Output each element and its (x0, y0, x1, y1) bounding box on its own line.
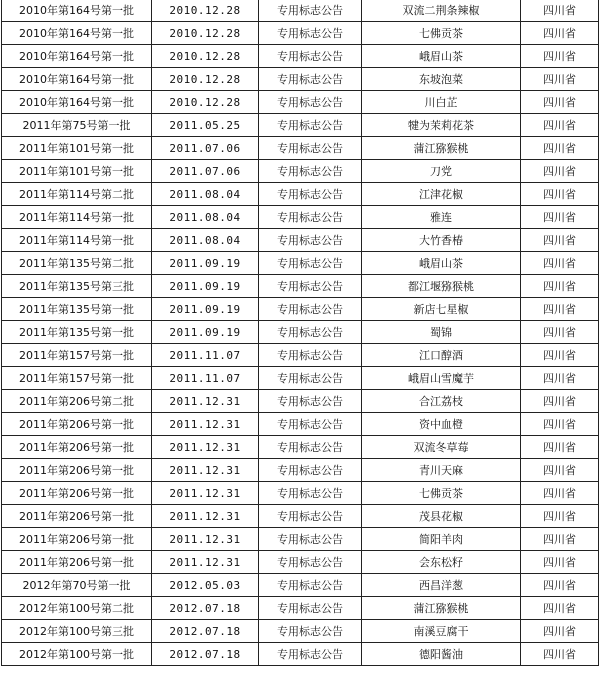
announcement-type-cell: 专用标志公告 (259, 367, 362, 390)
date-cell: 2011.12.31 (152, 390, 259, 413)
batch-cell: 2010年第164号第一批 (2, 45, 152, 68)
product-name-cell: 七佛贡茶 (362, 482, 521, 505)
date-cell: 2011.07.06 (152, 160, 259, 183)
product-name-cell: 峨眉山茶 (362, 252, 521, 275)
batch-cell: 2011年第114号第二批 (2, 183, 152, 206)
announcement-type-cell: 专用标志公告 (259, 436, 362, 459)
date-cell: 2011.12.31 (152, 413, 259, 436)
province-cell: 四川省 (521, 206, 599, 229)
product-name-cell: 大竹香椿 (362, 229, 521, 252)
table-row (2, 298, 599, 321)
province-cell: 四川省 (521, 482, 599, 505)
province-cell: 四川省 (521, 321, 599, 344)
announcement-type-cell: 专用标志公告 (259, 459, 362, 482)
table-row (2, 551, 599, 574)
batch-cell: 2011年第101号第一批 (2, 160, 152, 183)
table-row (2, 413, 599, 436)
province-cell: 四川省 (521, 275, 599, 298)
announcement-type-cell: 专用标志公告 (259, 275, 362, 298)
table-row (2, 367, 599, 390)
date-cell: 2011.11.07 (152, 344, 259, 367)
batch-cell: 2010年第164号第一批 (2, 68, 152, 91)
product-name-cell: 合江荔枝 (362, 390, 521, 413)
announcement-type-cell: 专用标志公告 (259, 505, 362, 528)
batch-cell: 2012年第100号第二批 (2, 597, 152, 620)
province-cell: 四川省 (521, 390, 599, 413)
province-cell: 四川省 (521, 643, 599, 666)
date-cell: 2010.12.28 (152, 68, 259, 91)
date-cell: 2012.07.18 (152, 597, 259, 620)
batch-cell: 2011年第75号第一批 (2, 114, 152, 137)
date-cell: 2011.12.31 (152, 482, 259, 505)
table-row (2, 275, 599, 298)
table-row (2, 68, 599, 91)
product-name-cell: 南溪豆腐干 (362, 620, 521, 643)
date-cell: 2011.12.31 (152, 528, 259, 551)
date-cell: 2011.05.25 (152, 114, 259, 137)
date-cell: 2011.09.19 (152, 252, 259, 275)
date-cell: 2011.08.04 (152, 229, 259, 252)
province-cell: 四川省 (521, 229, 599, 252)
province-cell: 四川省 (521, 183, 599, 206)
product-name-cell: 会东松籽 (362, 551, 521, 574)
batch-cell: 2010年第164号第一批 (2, 91, 152, 114)
batch-cell: 2011年第206号第一批 (2, 459, 152, 482)
province-cell: 四川省 (521, 344, 599, 367)
table-row (2, 643, 599, 666)
province-cell: 四川省 (521, 413, 599, 436)
announcement-type-cell: 专用标志公告 (259, 206, 362, 229)
batch-cell: 2011年第206号第二批 (2, 390, 152, 413)
product-name-cell: 七佛贡茶 (362, 22, 521, 45)
batch-cell: 2011年第206号第一批 (2, 528, 152, 551)
province-cell: 四川省 (521, 505, 599, 528)
batch-cell: 2011年第206号第一批 (2, 413, 152, 436)
province-cell: 四川省 (521, 436, 599, 459)
province-cell: 四川省 (521, 114, 599, 137)
table-row (2, 160, 599, 183)
product-name-cell: 犍为茉莉花茶 (362, 114, 521, 137)
product-name-cell: 刀党 (362, 160, 521, 183)
province-cell: 四川省 (521, 45, 599, 68)
province-cell: 四川省 (521, 0, 599, 22)
table-row (2, 206, 599, 229)
date-cell: 2011.12.31 (152, 459, 259, 482)
batch-cell: 2011年第157号第一批 (2, 344, 152, 367)
table-body (2, 0, 599, 666)
table-row (2, 390, 599, 413)
table-row (2, 45, 599, 68)
province-cell: 四川省 (521, 68, 599, 91)
province-cell: 四川省 (521, 252, 599, 275)
announcement-type-cell: 专用标志公告 (259, 160, 362, 183)
product-name-cell: 青川天麻 (362, 459, 521, 482)
province-cell: 四川省 (521, 620, 599, 643)
table-row (2, 114, 599, 137)
product-name-cell: 江津花椒 (362, 183, 521, 206)
announcement-type-cell: 专用标志公告 (259, 0, 362, 22)
announcement-type-cell: 专用标志公告 (259, 22, 362, 45)
table-row (2, 482, 599, 505)
table-row (2, 22, 599, 45)
announcement-type-cell: 专用标志公告 (259, 551, 362, 574)
table-row (2, 321, 599, 344)
batch-cell: 2011年第101号第一批 (2, 137, 152, 160)
date-cell: 2012.07.18 (152, 620, 259, 643)
announcement-type-cell: 专用标志公告 (259, 45, 362, 68)
announcement-type-cell: 专用标志公告 (259, 643, 362, 666)
table-row (2, 183, 599, 206)
product-name-cell: 资中血橙 (362, 413, 521, 436)
announcement-type-cell: 专用标志公告 (259, 183, 362, 206)
date-cell: 2011.07.06 (152, 137, 259, 160)
date-cell: 2011.11.07 (152, 367, 259, 390)
table-row (2, 574, 599, 597)
announcement-type-cell: 专用标志公告 (259, 597, 362, 620)
product-name-cell: 东坡泡菜 (362, 68, 521, 91)
table-row (2, 91, 599, 114)
date-cell: 2010.12.28 (152, 22, 259, 45)
announcement-table (1, 0, 599, 666)
announcement-type-cell: 专用标志公告 (259, 574, 362, 597)
date-cell: 2010.12.28 (152, 91, 259, 114)
batch-cell: 2010年第164号第一批 (2, 22, 152, 45)
announcement-type-cell: 专用标志公告 (259, 390, 362, 413)
announcement-type-cell: 专用标志公告 (259, 528, 362, 551)
batch-cell: 2011年第135号第一批 (2, 321, 152, 344)
date-cell: 2011.12.31 (152, 505, 259, 528)
product-name-cell: 江口醇酒 (362, 344, 521, 367)
date-cell: 2011.09.19 (152, 275, 259, 298)
province-cell: 四川省 (521, 137, 599, 160)
announcement-type-cell: 专用标志公告 (259, 229, 362, 252)
announcement-type-cell: 专用标志公告 (259, 91, 362, 114)
date-cell: 2011.09.19 (152, 321, 259, 344)
product-name-cell: 简阳羊肉 (362, 528, 521, 551)
announcement-type-cell: 专用标志公告 (259, 298, 362, 321)
batch-cell: 2011年第135号第三批 (2, 275, 152, 298)
date-cell: 2011.12.31 (152, 551, 259, 574)
date-cell: 2011.12.31 (152, 436, 259, 459)
date-cell: 2011.08.04 (152, 183, 259, 206)
product-name-cell: 蒲江猕猴桃 (362, 597, 521, 620)
table-row (2, 436, 599, 459)
date-cell: 2011.08.04 (152, 206, 259, 229)
product-name-cell: 雅连 (362, 206, 521, 229)
announcement-type-cell: 专用标志公告 (259, 321, 362, 344)
batch-cell: 2011年第114号第一批 (2, 229, 152, 252)
table-row (2, 344, 599, 367)
batch-cell: 2010年第164号第一批 (2, 0, 152, 22)
province-cell: 四川省 (521, 367, 599, 390)
date-cell: 2010.12.28 (152, 0, 259, 22)
table-row (2, 0, 599, 22)
table-row (2, 528, 599, 551)
table-row (2, 229, 599, 252)
product-name-cell: 德阳酱油 (362, 643, 521, 666)
batch-cell: 2012年第100号第三批 (2, 620, 152, 643)
product-name-cell: 峨眉山雪魔芋 (362, 367, 521, 390)
announcement-type-cell: 专用标志公告 (259, 68, 362, 91)
table-row (2, 505, 599, 528)
province-cell: 四川省 (521, 597, 599, 620)
product-name-cell: 西昌洋葱 (362, 574, 521, 597)
province-cell: 四川省 (521, 298, 599, 321)
announcement-type-cell: 专用标志公告 (259, 620, 362, 643)
table-row (2, 459, 599, 482)
date-cell: 2012.05.03 (152, 574, 259, 597)
product-name-cell: 都江堰猕猴桃 (362, 275, 521, 298)
province-cell: 四川省 (521, 160, 599, 183)
province-cell: 四川省 (521, 528, 599, 551)
table-row (2, 252, 599, 275)
announcement-type-cell: 专用标志公告 (259, 137, 362, 160)
announcement-type-cell: 专用标志公告 (259, 482, 362, 505)
product-name-cell: 茂县花椒 (362, 505, 521, 528)
batch-cell: 2012年第100号第一批 (2, 643, 152, 666)
announcement-type-cell: 专用标志公告 (259, 114, 362, 137)
province-cell: 四川省 (521, 551, 599, 574)
province-cell: 四川省 (521, 22, 599, 45)
table-row (2, 597, 599, 620)
batch-cell: 2011年第157号第一批 (2, 367, 152, 390)
product-name-cell: 蜀锦 (362, 321, 521, 344)
province-cell: 四川省 (521, 574, 599, 597)
batch-cell: 2011年第206号第一批 (2, 482, 152, 505)
announcement-type-cell: 专用标志公告 (259, 413, 362, 436)
batch-cell: 2011年第206号第一批 (2, 505, 152, 528)
batch-cell: 2011年第206号第一批 (2, 436, 152, 459)
date-cell: 2010.12.28 (152, 45, 259, 68)
batch-cell: 2011年第206号第一批 (2, 551, 152, 574)
batch-cell: 2011年第135号第一批 (2, 298, 152, 321)
product-name-cell: 川白芷 (362, 91, 521, 114)
table-row (2, 620, 599, 643)
table-row (2, 137, 599, 160)
province-cell: 四川省 (521, 91, 599, 114)
province-cell: 四川省 (521, 459, 599, 482)
product-name-cell: 峨眉山茶 (362, 45, 521, 68)
announcement-type-cell: 专用标志公告 (259, 344, 362, 367)
product-name-cell: 双流二荆条辣椒 (362, 0, 521, 22)
product-name-cell: 蒲江猕猴桃 (362, 137, 521, 160)
batch-cell: 2011年第114号第一批 (2, 206, 152, 229)
batch-cell: 2012年第70号第一批 (2, 574, 152, 597)
batch-cell: 2011年第135号第二批 (2, 252, 152, 275)
date-cell: 2012.07.18 (152, 643, 259, 666)
date-cell: 2011.09.19 (152, 298, 259, 321)
product-name-cell: 双流冬草莓 (362, 436, 521, 459)
product-name-cell: 新店七星椒 (362, 298, 521, 321)
announcement-type-cell: 专用标志公告 (259, 252, 362, 275)
